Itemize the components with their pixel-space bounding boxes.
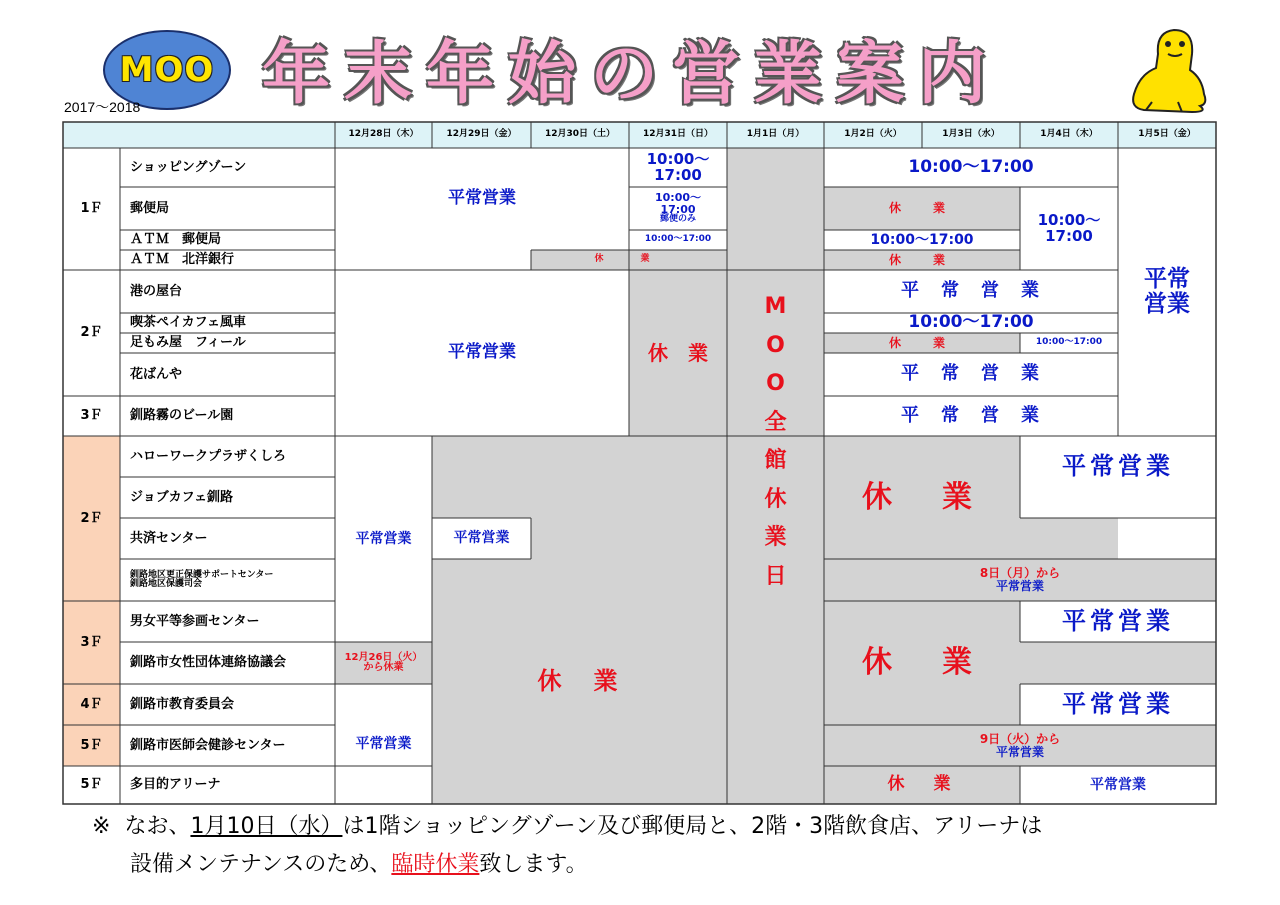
date-0102: 1月2日（火） bbox=[824, 122, 922, 148]
note-date: 1月10日（水） bbox=[190, 814, 343, 839]
normal-0105-line1: 平常 bbox=[1144, 265, 1190, 292]
all-closed-char: 業 bbox=[764, 525, 787, 550]
all-closed-0101 bbox=[727, 148, 824, 804]
closed-josei-line1: 12月26日（火） bbox=[344, 651, 423, 663]
floor-3f: 3Ｆ bbox=[80, 408, 103, 424]
from-8-kosei bbox=[824, 559, 1216, 601]
tenant-kissa: 喫茶ペイカフェ風車 bbox=[130, 315, 246, 331]
from-9-line1: 9日（火）から bbox=[979, 731, 1061, 746]
note-emph: 臨時休業 bbox=[391, 852, 480, 877]
note-t4: 致します。 bbox=[479, 852, 588, 877]
all-closed-char: 日 bbox=[764, 563, 787, 589]
tenant-shopping: ショッピングゾーン bbox=[130, 159, 247, 175]
closed-public-1229-1231: 休 業 bbox=[432, 559, 727, 804]
note-line1 bbox=[92, 808, 1042, 846]
hours-ashimomi-0104: 10:00～17:00 bbox=[1035, 337, 1103, 348]
blank-kyosai-0105 bbox=[1118, 518, 1216, 559]
tenant-beer: 釧路霧のビール園 bbox=[130, 408, 234, 424]
tenant-ishikai: 釧路市医師会健診センター bbox=[130, 737, 286, 753]
grey-josei-0104 bbox=[1020, 642, 1216, 684]
closed-josei-line2: から休業 bbox=[363, 662, 404, 673]
note-mark: ※ bbox=[92, 814, 111, 839]
from-8-line1: 8日（月）から bbox=[979, 566, 1061, 581]
tenant-minato: 港の屋台 bbox=[130, 283, 183, 299]
post-only-label: 郵便のみ bbox=[659, 214, 696, 225]
tenant-atm-hokuyo: ＡＴＭ 北洋銀行 bbox=[130, 252, 235, 268]
date-1231: 12月31日（日） bbox=[629, 122, 727, 148]
tenant-atm-post: ＡＴＭ 郵便局 bbox=[130, 232, 222, 248]
floor-4f: 4Ｆ bbox=[63, 684, 120, 725]
normal-danjo-0104: 平常営業 bbox=[1062, 606, 1174, 635]
all-closed-char: 全 bbox=[764, 409, 787, 435]
note-line2 bbox=[92, 846, 1042, 884]
grey-public-top bbox=[432, 436, 727, 518]
all-closed-char: 館 bbox=[764, 448, 787, 473]
normal-minato-0102: 平 常 営 業 bbox=[901, 280, 1041, 302]
moo-logo: MOO bbox=[103, 30, 231, 110]
hours-shopping-1231 bbox=[629, 148, 727, 187]
from-9-line2: 平常営業 bbox=[995, 744, 1044, 759]
normal-0105 bbox=[1118, 148, 1216, 436]
closed-public-0102-a: 休 業 bbox=[824, 436, 1020, 559]
tenant-hellowork: ハローワークプラザくしろ bbox=[130, 448, 287, 464]
normal-kyoiku-0104: 平常営業 bbox=[1062, 689, 1174, 718]
grey-kyosai bbox=[531, 518, 727, 559]
hours-line1: 10:00～ bbox=[646, 149, 710, 168]
normal-hanabanya-0102: 平 常 営 業 bbox=[901, 363, 1041, 385]
closed-post-0102: 休 業 bbox=[824, 187, 1020, 230]
from-9-ishikai bbox=[824, 725, 1216, 766]
date-1228: 12月28日（木） bbox=[335, 122, 432, 148]
floor-1f: 1Ｆ bbox=[80, 201, 103, 217]
hours-post-line2: 17:00 bbox=[660, 202, 696, 216]
page-title: 年末年始の営業案内 bbox=[262, 34, 1001, 114]
hours-shopping-0102: 10:00～17:00 bbox=[908, 156, 1034, 177]
normal-hellowork-0104: 平常営業 bbox=[1062, 452, 1174, 481]
tenant-kosei bbox=[120, 559, 335, 601]
date-0104: 1月4日（木） bbox=[1020, 122, 1118, 148]
tenant-kosei-line1: 釧路地区更正保護サポートセンター bbox=[130, 569, 274, 580]
all-closed-char: 休 bbox=[764, 486, 787, 512]
normal-2f-1228-1230: 平常営業 bbox=[448, 342, 516, 363]
floor-5f: 5Ｆ bbox=[63, 725, 120, 766]
tenant-kyoiku: 釧路市教育委員会 bbox=[130, 696, 235, 712]
header-blank bbox=[63, 122, 335, 148]
normal-kyosai-1229: 平常営業 bbox=[453, 530, 510, 547]
hours-0104-line2: 17:00 bbox=[1045, 226, 1093, 245]
tenant-danjo: 男女平等参画センター bbox=[130, 613, 260, 629]
hours-post-1231 bbox=[629, 187, 727, 230]
normal-public-1228: 平常営業 bbox=[355, 530, 412, 547]
all-closed-char: M bbox=[764, 294, 787, 319]
tenant-ashimomi: 足もみ屋 フィール bbox=[130, 335, 246, 351]
closed-arena-0102: 休 業 bbox=[824, 766, 1020, 804]
hours-0104-line1: 10:00～ bbox=[1037, 210, 1101, 229]
all-closed-char: O bbox=[766, 332, 785, 358]
date-0101: 1月1日（月） bbox=[727, 122, 824, 148]
year-label: 2017～2018 bbox=[64, 99, 141, 115]
tenant-hanabanya: 花ばんや bbox=[130, 366, 183, 382]
normal-arena-0104: 平常営業 bbox=[1090, 776, 1146, 793]
hours-post-0104 bbox=[1020, 187, 1118, 270]
normal-1f-1228-1231: 平常営業 bbox=[448, 188, 516, 209]
tenant-post: 郵便局 bbox=[130, 200, 170, 216]
hours-line2: 17:00 bbox=[654, 165, 702, 184]
from-8-line2: 平常営業 bbox=[995, 579, 1044, 593]
grey-public-0104 bbox=[1020, 518, 1118, 559]
hours-kissa-0102: 10:00～17:00 bbox=[908, 312, 1034, 333]
date-0103: 1月3日（水） bbox=[922, 122, 1020, 148]
date-0105: 1月5日（金） bbox=[1118, 122, 1216, 148]
normal-kyoiku-1228: 平常営業 bbox=[355, 735, 412, 752]
floor-2f-public: 2Ｆ bbox=[63, 436, 120, 601]
hours-atm-post-0102: 10:00～17:00 bbox=[870, 231, 974, 248]
closed-atm-hokuyo-0102: 休 業 bbox=[824, 250, 1020, 270]
floor-2f: 2Ｆ bbox=[80, 325, 103, 341]
note-t3: 設備メンテナンスのため、 bbox=[130, 852, 392, 877]
tenant-kyosai: 共済センター bbox=[130, 530, 208, 546]
footer-note bbox=[92, 808, 1042, 884]
hours-post-line1: 10:00～ bbox=[654, 191, 701, 205]
normal-0105-line2: 営業 bbox=[1144, 291, 1190, 317]
closed-atm-hokuyo-1230: 休 業 bbox=[531, 250, 727, 270]
mascot-icon bbox=[1122, 24, 1214, 116]
floor-5f-arena: 5Ｆ bbox=[80, 777, 103, 793]
tenant-josei: 釧路市女性団体連絡協議会 bbox=[130, 655, 287, 671]
all-closed-char: O bbox=[766, 371, 785, 396]
hours-atm-post-1231: 10:00～17:00 bbox=[644, 234, 712, 245]
tenant-arena: 多目的アリーナ bbox=[130, 777, 221, 793]
closed-public-0102-b: 休 業 bbox=[824, 601, 1020, 725]
closed-2f-1231: 休 業 bbox=[629, 270, 727, 436]
note-t1: なお、 bbox=[124, 814, 191, 839]
closed-josei-1228 bbox=[335, 642, 432, 684]
date-1230: 12月30日（土） bbox=[531, 122, 629, 148]
normal-beer-0102: 平 常 営 業 bbox=[901, 404, 1041, 426]
tenant-kosei-line2: 釧路地区保護司会 bbox=[130, 579, 203, 589]
tenant-jobcafe: ジョブカフェ釧路 bbox=[130, 489, 233, 505]
date-1229: 12月29日（金） bbox=[432, 122, 531, 148]
floor-3f-public: 3Ｆ bbox=[63, 601, 120, 684]
normal-atm-hokuyo-1228 bbox=[335, 250, 531, 270]
note-t2: は1階ショッピングゾーン及び郵便局と、2階・3階飲食店、アリーナは bbox=[342, 814, 1043, 839]
closed-ashimomi-0102: 休 業 bbox=[824, 333, 1020, 353]
